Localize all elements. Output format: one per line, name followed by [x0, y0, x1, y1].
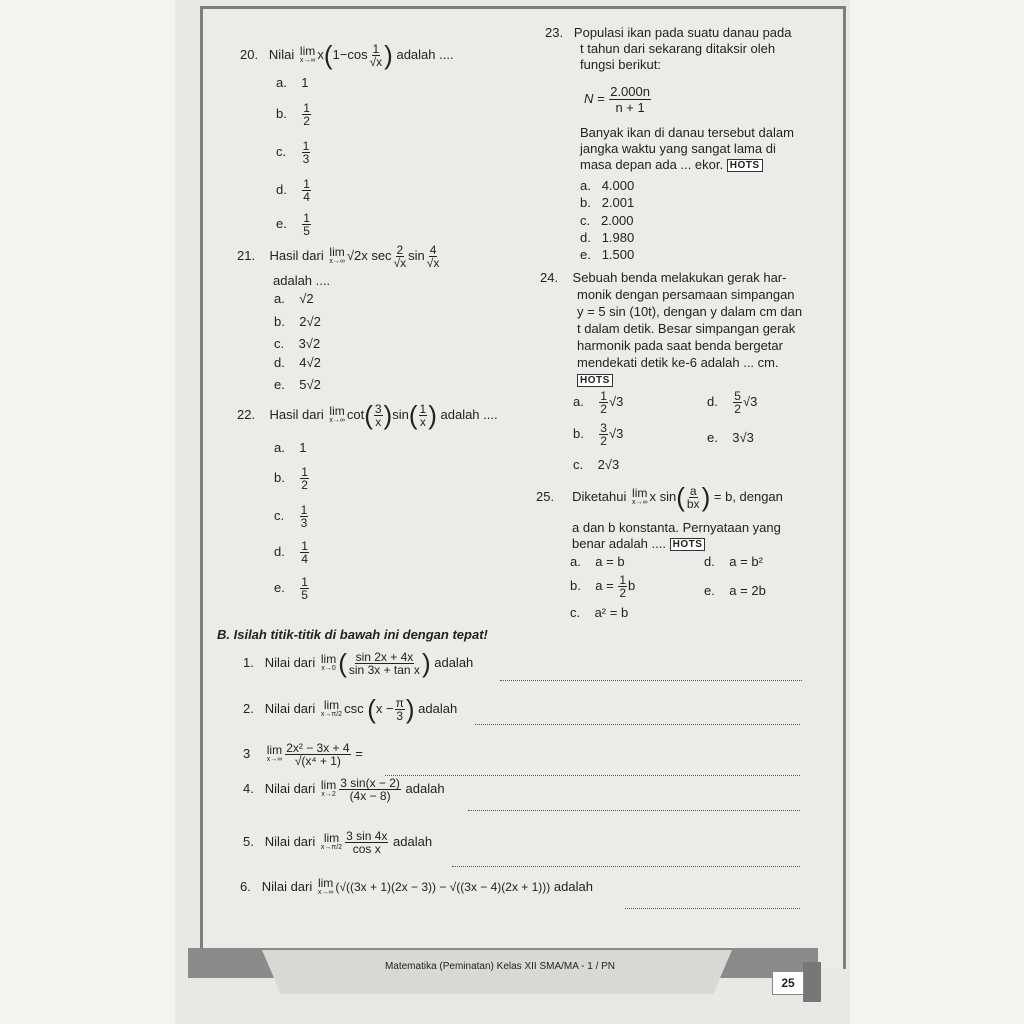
fraction: $\frac{1}{√x}$ — [369, 42, 383, 69]
option-d: d. $\frac{1}{4}$ — [274, 539, 308, 566]
page-number-tab — [803, 962, 821, 1002]
question-text: Diketahui — [572, 488, 627, 504]
question-tail: adalah .... — [396, 46, 454, 62]
option-a: a. 1 — [274, 440, 307, 455]
question-text: Nilai — [268, 46, 295, 62]
fraction: $\frac{a}{bx}$ — [686, 484, 700, 511]
question-22: 22. Hasil dari lim x→∞ cot( $\frac{3}{x}$ )sin( $\frac{1}{x}$ ) adalah .... — [237, 400, 498, 430]
limit-operator: lim x→∞ — [631, 486, 648, 506]
fraction: $\frac{3}{x}$ — [374, 402, 382, 429]
text-line: fungsi berikut: — [580, 57, 661, 72]
text-line: masa depan ada ... ekor. — [580, 157, 724, 172]
option-c: c. 2.000 — [580, 213, 634, 228]
text-line: Populasi ikan pada suatu danau pada — [573, 25, 792, 40]
option-a: a. $\frac{1}{2}$ √3 — [573, 389, 624, 416]
fill-item-1: 1. Nilai dari lim x→0 ( $\frac{\sin 2x + 4x}{\text{sin 3x + tan x}}$ ) adalah — [243, 648, 474, 678]
option-b: b. $\frac{3}{2}$ √3 — [573, 421, 624, 448]
expr: sin — [408, 247, 425, 263]
option-a: a. √2 — [274, 291, 314, 306]
option-e: e. 3√3 — [707, 430, 754, 445]
text-line: benar adalah .... — [572, 536, 666, 551]
option-b: b. a = $\frac{1}{2}$ b — [570, 573, 636, 600]
question-number: 21. — [237, 247, 256, 263]
limit-operator: lim x→∞ — [299, 44, 316, 64]
question-number: 25. — [536, 488, 555, 504]
text-line: harmonik pada saat benda bergetar — [577, 338, 783, 353]
option-c: c. $\frac{1}{3}$ — [276, 139, 310, 166]
fill-item-4: 4. Nilai dari lim x→2 $\frac{3 \sin(x - 2)}{(4x - 8)}$ adalah — [243, 776, 445, 803]
hots-badge: HOTS — [670, 538, 706, 551]
text-line: monik dengan persamaan simpangan — [577, 287, 795, 302]
option-d: d. $\frac{5}{2}$ √3 — [707, 389, 758, 416]
limit-operator: lim x→∞ — [329, 245, 345, 265]
question-tail: = b, dengan — [713, 488, 783, 504]
expr: √2x sec — [346, 247, 392, 263]
question-23-body — [580, 125, 820, 173]
footer-title: Matematika (Peminatan) Kelas XII SMA/MA - 1 / PN — [384, 961, 616, 972]
question-21 — [237, 244, 441, 269]
section-title: B. Isilah titik-titik di bawah ini dengan tepat! — [217, 627, 488, 642]
expr: x sin — [649, 488, 677, 504]
formula: N = $\frac{2.000n}{n + 1}$ — [584, 84, 650, 115]
option-d: d. 4√2 — [274, 355, 321, 370]
fill-item-5: 5. Nilai dari lim x→π/2 $\frac{3 \sin 4x}{\text{cos x}}$ adalah — [243, 829, 433, 856]
answer-line[interactable] — [500, 680, 802, 681]
answer-line[interactable] — [385, 775, 800, 776]
question-20: 20. Nilai lim x→∞ x(1−cos $\frac{1}{√x}$ ) adalah .... — [240, 40, 454, 70]
question-24 — [540, 269, 820, 388]
page-number: 25 — [772, 971, 804, 995]
answer-line[interactable] — [452, 866, 800, 867]
option-c: c. a² = b — [570, 605, 629, 620]
question-tail: adalah .... — [273, 273, 331, 288]
question-text: Hasil dari — [269, 247, 324, 263]
fill-item-3: 3 lim x→∞ $\frac{\text{2x² − 3x + 4}}{\text{√(x⁴ + 1)}}$ = — [243, 741, 363, 768]
option-d: d. a = b² — [704, 554, 763, 569]
option-b: b. 2.001 — [580, 195, 635, 210]
option-e: e. 1.500 — [580, 247, 635, 262]
option-a: a. 4.000 — [580, 178, 635, 193]
fraction: $\frac{1}{x}$ — [419, 402, 427, 429]
option-a: a. a = b — [570, 554, 625, 569]
option-e: e. 5√2 — [274, 377, 321, 392]
text-line: mendekati detik ke-6 adalah ... cm. — [577, 355, 779, 370]
option-b: b. 2√2 — [274, 314, 321, 329]
question-number: 22. — [237, 406, 256, 422]
text-line: Sebuah benda melakukan gerak har- — [572, 270, 787, 285]
option-e: e. $\frac{1}{5}$ — [274, 575, 308, 602]
option-e: e. a = 2b — [704, 583, 766, 598]
text-line: jangka waktu yang sangat lama di — [580, 141, 776, 156]
option-a: a. 1 — [276, 75, 309, 90]
answer-line[interactable] — [475, 724, 800, 725]
question-number: 23. — [545, 25, 564, 40]
text-line: y = 5 sin (10t), dengan y dalam cm dan — [577, 304, 803, 319]
option-b: b. $\frac{1}{2}$ — [274, 465, 308, 492]
option-c: c. 3√2 — [274, 336, 321, 351]
expr: x — [317, 46, 324, 62]
fraction: $\frac{4}{√x}$ — [426, 243, 440, 270]
fill-item-6: 6. Nilai dari lim x→∞ (√((3x + 1)(2x − 3)) − √((3x − 4)(2x + 1))) adalah — [240, 876, 593, 896]
answer-line[interactable] — [468, 810, 800, 811]
option-b: b. $\frac{1}{2}$ — [276, 101, 310, 128]
footer-band — [262, 950, 732, 994]
hots-badge: HOTS — [727, 159, 763, 172]
option-c: c. 2√3 — [573, 457, 620, 472]
question-25: 25. Diketahui lim x→∞ x sin( $\frac{a}{bx}$ ) = b, dengan — [536, 482, 783, 512]
option-d: d. $\frac{1}{4}$ — [276, 177, 310, 204]
option-c: c. $\frac{1}{3}$ — [274, 503, 308, 530]
expr: 1−cos — [332, 46, 368, 62]
hots-badge: HOTS — [577, 374, 613, 387]
question-text: Hasil dari — [269, 406, 324, 422]
text-line: a dan b konstanta. Pernyataan yang — [572, 520, 781, 535]
limit-operator: lim x→∞ — [329, 404, 345, 424]
question-number: 24. — [540, 270, 559, 285]
option-e: e. $\frac{1}{5}$ — [276, 211, 310, 238]
answer-line[interactable] — [625, 908, 800, 909]
question-number: 20. — [240, 46, 259, 62]
question-tail: adalah .... — [440, 406, 498, 422]
text-line: Banyak ikan di danau tersebut dalam — [580, 125, 794, 140]
text-line: t tahun dari sekarang ditaksir oleh — [580, 41, 776, 56]
option-d: d. 1.980 — [580, 230, 635, 245]
fill-item-2: 2. Nilai dari lim x→π/2 csc (x − $\frac{\pi}{3}$ ) adalah — [243, 694, 458, 724]
text-line: t dalam detik. Besar simpangan gerak — [577, 321, 796, 336]
expr: cot — [346, 406, 365, 422]
question-25-body — [572, 520, 822, 552]
expr: sin — [392, 406, 409, 422]
fraction: $\frac{2}{√x}$ — [393, 243, 407, 270]
question-23 — [545, 25, 825, 73]
